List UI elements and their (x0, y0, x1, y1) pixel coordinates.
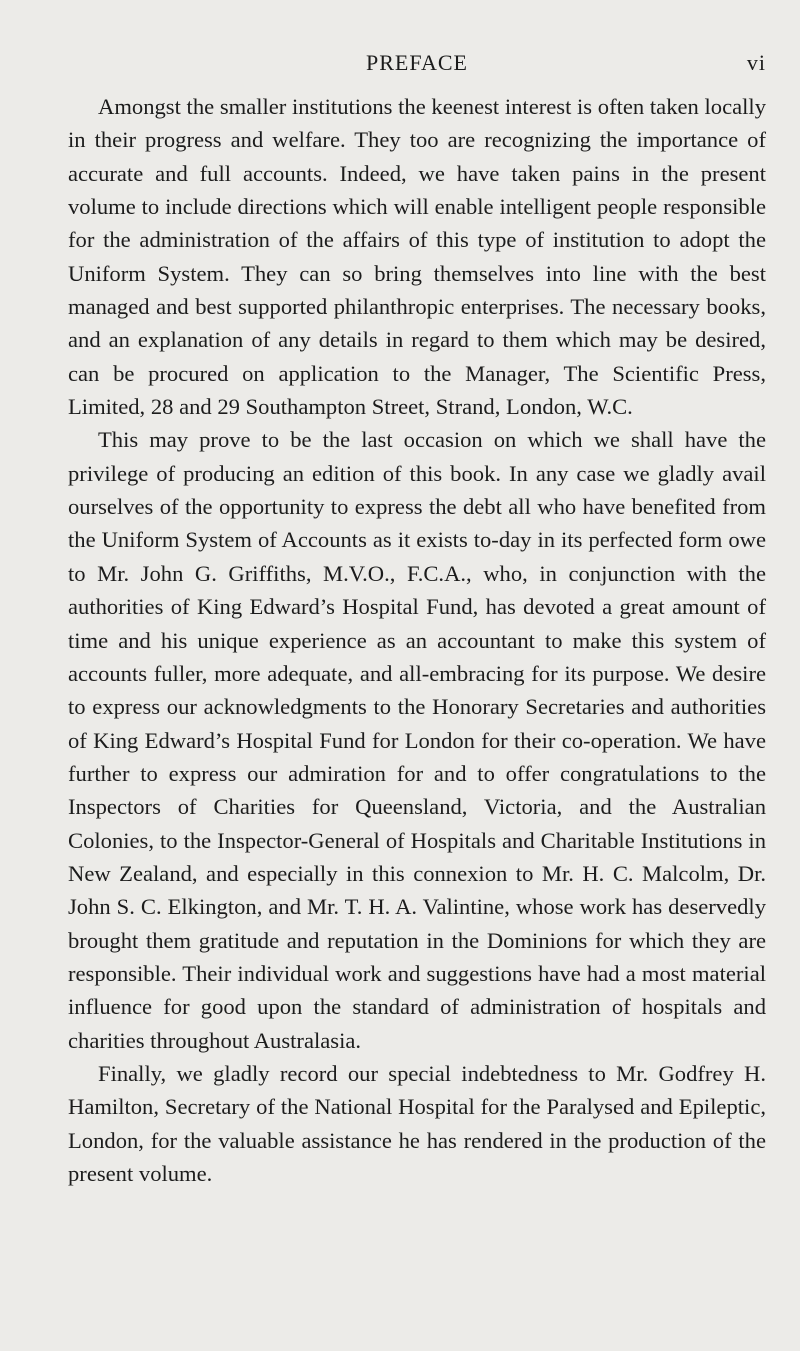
preface-body (68, 90, 766, 1190)
running-header (68, 50, 766, 80)
paragraph-finally: Finally, we gladly record our special indebtedness to Mr. Godfrey H. Hamilton, Secretary of the National Hospital for the Paralysed and Epileptic, London, for the valuable assistance he has rendered in the production of the present volume. (68, 1060, 766, 1186)
page-title: PREFACE (366, 50, 468, 75)
paragraph-smaller-institutions: Amongst the smaller institutions the keenest interest is often taken locally in their progress and welfare. They too are recognizing the importance of accurate and full accounts. Indeed, we have taken pains in the present volume to include directions which will enable intelligent people responsible for the administration of the affairs of this type of institution to adopt the Uniform System. They can so bring themselves into line with the best managed and best supported philanthropic enterprises. The necessary books, and an explanation of any details in regard to them which may be desired, can be procured on application to the Manager, The Scientific Press, Limited, 28 and 29 Southampton Street, Strand, London, W.C. (68, 94, 766, 420)
page-number: vi (746, 50, 766, 75)
paragraph-acknowledgments: This may prove to be the last occasion on which we shall have the privilege of producing an edition of this book. In any case we gladly avail ourselves of the opportunity to express the debt all who have benefited from the Uniform System of Accounts as it exists to-day in its perfected form owe to Mr. John G. Griffiths, M.V.O., F.C.A., who, in conjunction with the authorities of King Edward’s Hospital Fund, has devoted a great amount of time and his unique experience as an accountant to make this system of accounts fuller, more adequate, and all-embracing for its purpose. We desire to express our acknowledgments to the Honorary Secretaries and authorities of King Edward’s Hospital Fund for London for their co-operation. We have further to express our admiration for and to offer congratulations to the Inspectors of Charities for Queensland, Victoria, and the Australian Colonies, to the Inspector-General of Hospitals and Charitable Institutions in New Zealand, and especially in this connexion to Mr. H. C. Malcolm, Dr. John S. C. Elkington, and Mr. T. H. A. Valintine, whose work has deservedly brought them gratitude and reputation in the Dominions for which they are responsible. Their individual work and suggestions have had a most material influence for good upon the standard of administration of hospitals and charities throughout Australasia. (68, 427, 766, 1053)
